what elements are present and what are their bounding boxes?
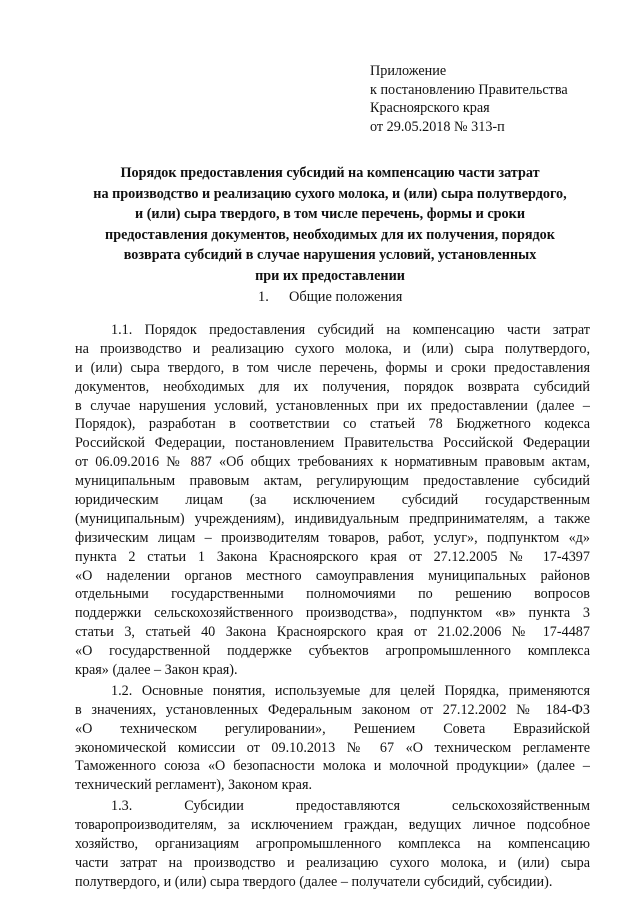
paragraph-line: поддержки сельскохозяйственного производства», подпунктом «в» пункта 3: [75, 605, 590, 622]
paragraph-line: части затрат на производство и реализацию сухого молока, и (или) сыра: [75, 854, 590, 871]
paragraph-line: края» (далее – Закон края).: [75, 662, 238, 679]
paragraph-line: в случае нарушения условий, установленных при их предоставлении (далее –: [75, 397, 590, 414]
document-body: [75, 321, 590, 892]
paragraph-line: пункта 2 статьи 1 Закона Красноярского края от 27.12.2005 № 17-4397: [75, 548, 590, 565]
title-line: возврата субсидий в случае нарушения условий, установленных: [123, 247, 537, 263]
paragraph-1-2: [75, 682, 590, 795]
paragraph-line: технический регламент), Законом края.: [75, 777, 313, 794]
title-line: предоставления документов, необходимых для их получения, порядок: [105, 226, 555, 243]
section-heading: [258, 287, 402, 307]
appendix-line: Приложение: [370, 63, 447, 79]
paragraph-1-1: [75, 321, 590, 680]
appendix-line: к постановлению Правительства: [370, 81, 568, 98]
paragraph-line: от 06.09.2016 № 887 «Об общих требованиях к нормативным правовым актам,: [75, 454, 590, 471]
appendix-line: Красноярского края: [370, 100, 490, 116]
paragraph-line: Российской Федерации, постановлением Правительства Российской Федерации: [75, 435, 590, 452]
paragraph-line: в значениях, установленных Федеральным законом от 27.12.2002 № 184-ФЗ: [75, 701, 590, 718]
paragraph-line: документов, необходимых для их получения, порядок возврата субсидий: [75, 378, 590, 395]
title-line: на производство и реализацию сухого молока, и (или) сыра полутвердого,: [93, 185, 567, 202]
paragraph-line: товаропроизводителям, за исключением граждан, ведущих личное подсобное: [75, 817, 590, 834]
section-title: Общие положения: [289, 289, 403, 305]
paragraph-line: юридическим лицам (за исключением субсидий государственным: [75, 492, 590, 509]
title-line: Порядок предоставления субсидий на компенсацию части затрат: [120, 165, 540, 181]
paragraph-line: «О техническом регулировании», Решением Совета Евразийской: [75, 720, 590, 737]
paragraph-line: отдельными государственными полномочиями по решению вопросов: [75, 586, 590, 603]
paragraph-line: физическим лицам – производителям товаров, работ, услуг», подпунктом «д»: [75, 529, 590, 546]
title-line: при их предоставлении: [255, 267, 405, 284]
paragraph-line: полутвердого, и (или) сыра твердого (далее – получатели субсидий, субсидии).: [75, 873, 553, 890]
paragraph-line: 1.2. Основные понятия, используемые для целей Порядка, применяются: [111, 682, 590, 699]
paragraph-line: экономической комиссии от 09.10.2013 № 67 «О техническом регламенте: [75, 739, 590, 756]
paragraph-line: Порядок), разработан в соответствии со статьей 78 Бюджетного кодекса: [75, 416, 590, 433]
paragraph-1-3: [75, 797, 590, 891]
document-title: [60, 163, 600, 286]
paragraph-line: (муниципальным) учреждениям), индивидуальным предпринимателям, а также: [75, 510, 590, 527]
title-line: и (или) сыра твердого, в том числе перечень, формы и сроки: [134, 206, 525, 222]
paragraph-line: «О государственной поддержке субъектов агропромышленного комплекса: [75, 643, 590, 660]
paragraph-line: муниципальным правовым актам, регулирующим предоставление субсидий: [75, 473, 590, 490]
section-number: 1.: [258, 289, 269, 305]
paragraph-line: Таможенного союза «О безопасности молока и молочной продукции» (далее –: [75, 758, 590, 775]
paragraph-line: статьи 3, статьей 40 Закона Красноярского края от 21.02.2006 № 17-4487: [75, 624, 590, 641]
paragraph-line: хозяйство, организациям агропромышленного комплекса на компенсацию: [75, 836, 590, 853]
paragraph-line: «О наделении органов местного самоуправления муниципальных районов: [75, 567, 590, 584]
appendix-line: от 29.05.2018 № 313-п: [370, 118, 505, 135]
paragraph-line: и (или) сыра твердого, в том числе перечень, формы и сроки предоставления: [75, 359, 590, 376]
paragraph-line: на производство и реализацию сухого молока, и (или) сыра полутвердого,: [75, 340, 590, 357]
paragraph-line: 1.1. Порядок предоставления субсидий на компенсацию части затрат: [111, 322, 590, 338]
paragraph-line: 1.3. Субсидии предоставляются сельскохозяйственным: [111, 798, 590, 815]
appendix-reference: [370, 62, 568, 136]
